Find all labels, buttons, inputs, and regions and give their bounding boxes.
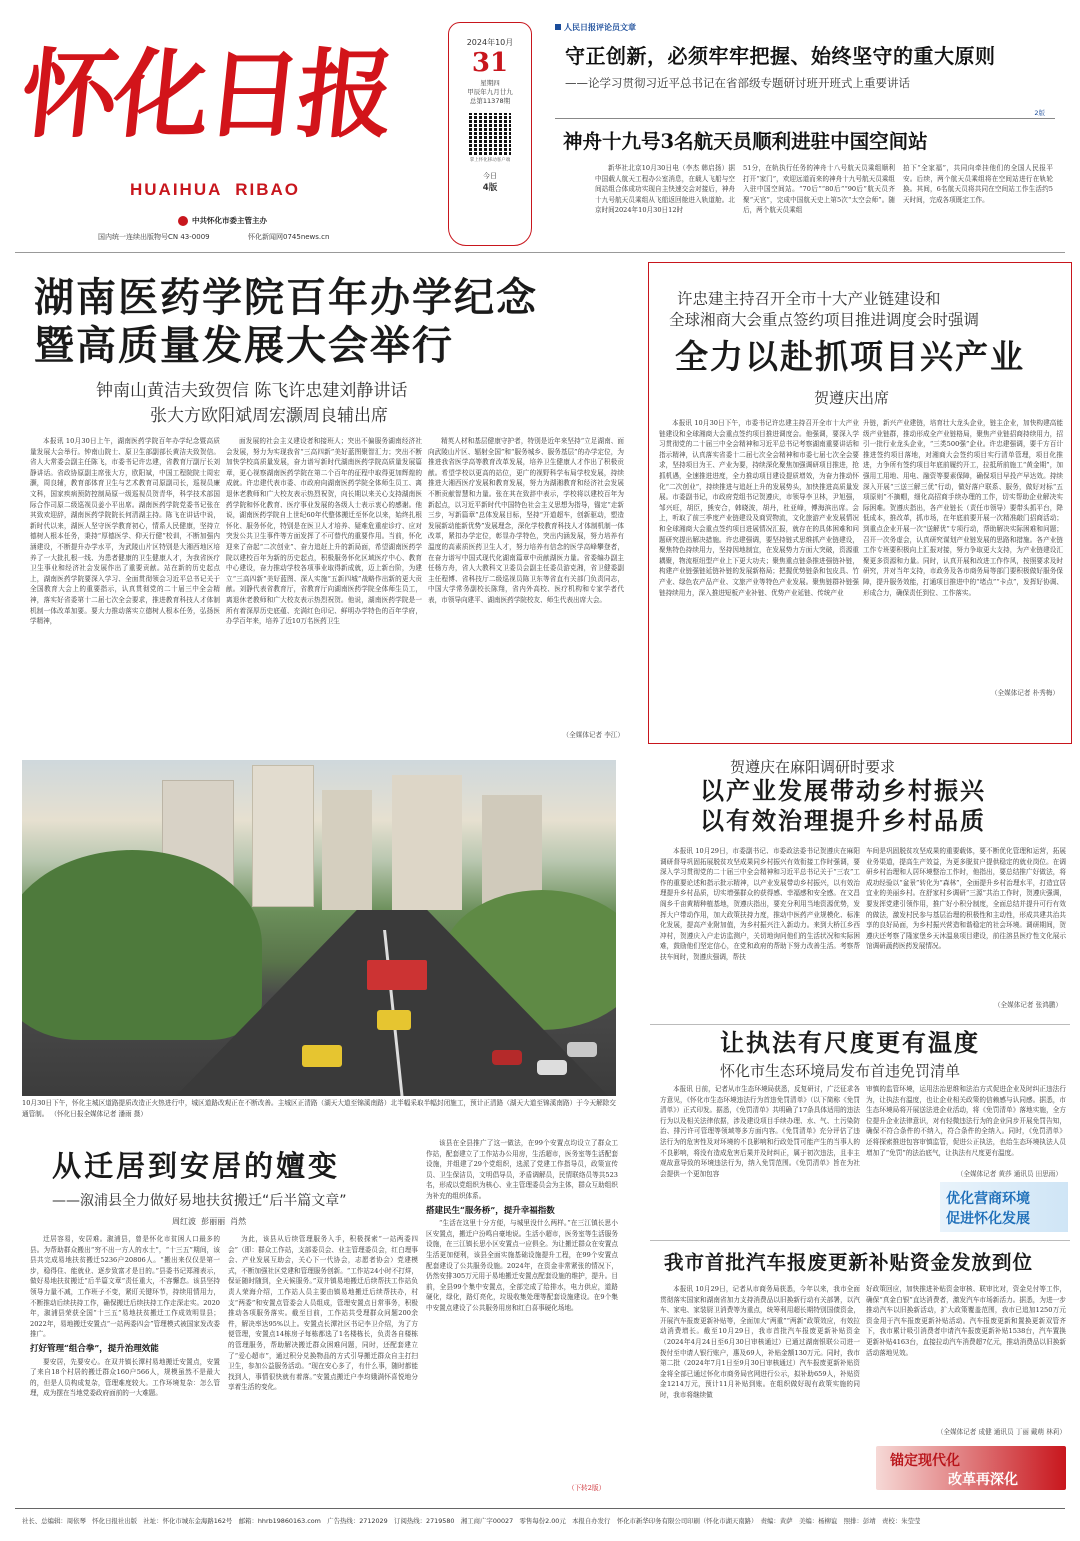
law-credit: （全媒体记者 黄莎 通讯员 田思雨） bbox=[956, 1170, 1062, 1178]
project-kicker-2: 全球湘商大会重点签约项目推进调度会时强调 bbox=[669, 311, 980, 329]
project-story-box bbox=[648, 262, 1072, 744]
publisher: 中共怀化市委主管主办 bbox=[192, 216, 267, 225]
commentary-subline: ——论学习贯彻习近平总书记在省部级专题研讨班开班式上重要讲话 bbox=[565, 76, 910, 90]
law-col-1: 本报讯 日前，记者从市生态环境局获悉，反复研讨，广泛征求各方意见，《怀化市生态环境违法行为首违免罚清单》（以下简称《免罚清单》）正式印发。据悉，《免罚清单》共明确了17条具体适用的违法行为以及相关法律依据，涉及建设项目手续办理、水、气、土污染防治、排污许可管理等领域等多方面内容。《免罚清单》充分评估了违法行为的危害性及对环境的不良影响和行政处罚可能产生的当事人的不良影响，将没有造成危害后果并及时纠正，属于初次违法，且非主观故意导致的环境违法行为，纳入免罚范围。《免罚清单》旨在为社会提供一个更加包容 bbox=[660, 1085, 860, 1178]
commentary-page-ref[interactable]: 2版 bbox=[1034, 109, 1045, 117]
qr-caption: 掌上怀化移动客户端 bbox=[469, 158, 511, 163]
building-shape bbox=[252, 765, 314, 907]
relocation-subhead-1: 打好管理“组合拳”，提升治理效能 bbox=[30, 1343, 159, 1354]
car bbox=[537, 1060, 567, 1075]
law-col-2: 审慎的监管环境，运用法治思维和法治方式促进企业及时纠正违法行为，让执法有温度，也让企业相关政策的信赖感与认同感。据悉，市生态环境局将开展送法进企业活动，将《免罚清单》落地实施，全方位提升企业法律意识，对有轻微违法行为的企业同步开展免罚告知，确保不符合条件的不纳入，符合条件的全纳入。同时，《免罚清单》还将探索推进包容审慎监管，促进公正执法，也给生态环境执法人员增加了“免罚”的法治底气，让执法有尺度更有温度。 bbox=[866, 1085, 1066, 1157]
caption-text: 10月30日下午，怀化主城区道路提质改造正火热进行中，城区道路改观正在不断改善。主城区正清路（湖天大道至锦溪南路）北半幅采取半幅封闭施工，预计正清路（湖天大道至锦溪南路）于今天解除交通管制。 bbox=[22, 1099, 616, 1118]
subsidy-story bbox=[648, 1244, 1072, 1494]
shenzhou-col-1: 新华社北京10月30日电（李杰 韩启扬）据中国载人航天工程办公室消息，在载人飞船与空间站组合体成功实现自主快速交会对接后，神舟十九号航天员乘组从飞船返回舱进入轨道舱。北京时间2024年10月30日12时 bbox=[595, 164, 735, 215]
relocation-subtitle: ——溆浦县全力做好易地扶贫搬迁“后半篇文章” bbox=[52, 1193, 347, 1209]
lead-story bbox=[22, 258, 642, 748]
publisher-logo-icon bbox=[178, 216, 188, 226]
issue-number: 总第11378期 bbox=[469, 97, 511, 105]
project-title[interactable]: 全力以赴抓项目兴产业 bbox=[675, 337, 1025, 376]
rural-title-1[interactable]: 以产业发展带动乡村振兴 bbox=[700, 776, 986, 805]
building-shape bbox=[322, 790, 372, 910]
lead-sub-2: 张大方欧阳斌周宏灏周良辅出席 bbox=[150, 406, 388, 426]
masthead-name: 怀化日报 bbox=[16, 38, 396, 151]
relocation-subhead-2: 搭建民生“服务桥”，提升幸福指数 bbox=[426, 1205, 555, 1216]
law-title[interactable]: 让执法有尺度更有温度 bbox=[720, 1028, 980, 1057]
subsidy-col-1: 本报讯 10月29日，记者从市商务局获悉，今年以来，我市全面贯彻落实国家和湖南省加力支持消费品以旧换新行动有关部署，以汽车、家电、家装厨卫消费等为重点，统筹利用超长期特别国债资金，开展汽车报废更新补贴等，全面加大“两重”“两新”政策效应，有效拉动消费增长。截至10月29日，我市首批汽车报废更新补贴资金（2024年4月24日至6月30日审核通过）已通过湖南银联公司进一拨付至申请人银行账户，惠及69人，补贴金额130万元。同时，我市第二批（2024年7月1日至9月30日审核通过）汽车报废更新补贴资金将全部已通过怀化市商务局官网进行公示，拟补助659人，补贴资金1214万元，预计11月补贴到账。在组织做好现有政策实施的同时，我市将继续做 bbox=[660, 1285, 860, 1399]
divider bbox=[650, 1240, 1070, 1241]
date-day: 31 bbox=[471, 48, 509, 78]
top-right-block bbox=[555, 22, 1065, 252]
website: 怀化新闻网0745news.cn bbox=[248, 233, 330, 241]
rural-story bbox=[648, 754, 1072, 1019]
date-box bbox=[448, 22, 532, 246]
reform-banner bbox=[876, 1446, 1066, 1490]
relocation-title[interactable]: 从迁居到安居的嬗变 bbox=[52, 1149, 341, 1183]
project-col-1: 本报讯 10月30日下午，市委书记许忠建主持召开全市十大产业链建设和全球湘商大会重点签约项目推进调度会。他强调，要深入学习贯彻党的二十届三中全会精神和习近平总书记考察湖南重要讲话和指示精神，认真落实省委十二届七次全会精神和市委七届七次全会要求，坚持项目为王、产业为要，持续深化聚焦加强调研项目推进，抢抓机遇，全速推进进度，全力推动项目建设提质增效，为奋力推动怀化“二次创业”，持续推进与追赶上升的发展势头，加快推进高质量发展。市委副书记，市政府党组书记贺遵庆，市领导李卫林，尹旭强，邹兴旺，胡臣，熊安合，韩晓波，胡丹，杜亚峰，傅海滨出席。会上，听取了前三季度产业链建设及商贸物流，文化旅游产业发展情况和全球湘商大会重点签约项目进展情况汇报，就存在的具体困难和问题研究提出解决措施。许忠建强调，要坚持链式思维抓产业链建设，聚焦特色持续用力，坚持因地制宜，在发展势力方面大突破，资源重耦聚，物流枢纽型产业上下更大功夫；聚焦重点链条推进强链补链，构建产业链强链延链补链的发展新格局；把握优势链条和包皮具、竹产业、绿色农产品产业、文旅产业等特色产业发展。聚焦链群补链强链持续用力，深入推进短板产业补链、优势产业延链、传统产业 bbox=[659, 419, 859, 597]
relocation-col-2: 为此，该县从后续管理服务入手，积极探索“一站两委四会”（即：群众工作站，支部委员会、业主管理委员会，红白理事会、产业发展互助会，关心下一代协会，志愿者协会）党建模式，不断加强社区党建和管理服务创新。“工作站24小时不打烊，保证随时随到，全天候服务。”双井镇易地搬迁后续帮扶工作站负责人荣海介绍，工作站人员主要由镇易地搬迁后续帮扶办，村支“两委”和安置点管委会人员组成，管理安置点日常事务，积极推动各项服务落实。截至目前，工作站共受理群众问题200余件，解决率达95%以上。安置点长潭社区书记李卫介绍，为了方便管理，安置点14栋房子每栋都选了1名楼栋长，负责各自楼栋的管理服务，帮助解决搬迁群众困难问题，同时，还配套建立了“爱心超市”，通过积分兑换物品的方式引导搬迁群众自主打扫卫生，参加公益服务活动。“现在安心多了，有什么事，随时都能找到人，事情很快就有着落。”安置点搬迁户李均娥满怀喜悦地分享着生活的变化。 bbox=[228, 1235, 418, 1392]
date-lunar: 甲辰年九月廿九 bbox=[467, 88, 513, 96]
lead-title-1[interactable]: 湖南医药学院百年办学纪念 bbox=[34, 274, 538, 321]
relocation-byline: 周红波 彭丽丽 肖然 bbox=[172, 1217, 247, 1226]
paver-truck bbox=[367, 960, 427, 990]
relocation-col-1: 迁居容易，安居难。溆浦县，曾是怀化市贫困人口最多的县。为帮助群众搬出“穷不出一方人的水土”，“十三五”期间，该县共完成易地扶贫搬迁5236户20806人。“搬出来仅仅是第一步，稳得住、能就业、逐步致富才是目的。”县委书记郑湘表示，做好易地扶贫搬迁“后半篇文章”责任重大，不容懈怠。该县坚持领导力量不减，工作班子不变，紧盯关键环节，持续用情用力，不断推动后续扶持工作，确保搬迁后续扶持工作走深走实。2020年，溆浦县荣获全国“十三五”易地扶贫搬迁工作成效明显县；2022年，易地搬迁安置点“一站两委四会”管理模式被国家发改委推广。 打好管理“组合拳”，提升治理效能 要安居，先要安心。在双井镇长潭村易地搬迁安置点，安置了来自18个村居的搬迁群众160户566人，规模虽然不是最大的，但是人员构成复杂，管理难度较大。工作环境复杂：怎么管理，成为摆在当地党委政府面前的一大难题。 bbox=[30, 1235, 220, 1398]
car bbox=[567, 1042, 597, 1057]
serial-number: 国内统一连续出版物号CN 43-0009 bbox=[98, 233, 210, 241]
lead-col-1: 本报讯 10月30日上午，湖南医药学院百年办学纪念暨高质量发展大会举行。钟南山院士、原卫生部副部长黄洁夫致贺信。省人大常委会副主任陈飞，市委书记许忠建，省教育厅副厅长刘静讲话。省政协原副主席张大方，欧阳斌，中国工程院院士周宏灏，周良辅，教育部体育卫生与艺术教育司原副司长，巡视员廉文科，国家疾病预防控制局原一级巡视员贺青华，科学技术部国际合作司原二级巡视员姜小平出席。湖南医药学院党委书记张在其致欢迎辞，湖南医药学院院长何清湖主持。陈飞在讲话中说，新时代以来，湖医人坚守医学教育初心，情系人民健康，坚持立德树人根本任务，秉持“厚德医学、仰天行健”校训，不断加强内涵建设，不断提升办学水平，为武陵山片区特别是大湘西地区培养了一大批扎根一线、为患者健康的卫生健康人才，为我省医疗卫生事业和经济社会发展作出了重要贡献。站在新的历史起点上，湖南医药学院要深入学习、全面贯彻领会习近平总书记关于全国教育大会上的重要指示，认真贯彻党的二十届三中全会精神，落实好省委第十二届七次全会要求，推进教育科技人才体制机制一体改革加要。要大力推动落实立德树人根本任务，弘扬医学精神， bbox=[30, 437, 220, 626]
tag-square-icon bbox=[555, 24, 561, 30]
qr-code-icon[interactable] bbox=[469, 113, 511, 155]
building-shape bbox=[392, 775, 462, 910]
project-credit: （全媒体记者 朴秀梅） bbox=[990, 689, 1059, 697]
footer-rule bbox=[15, 1508, 1065, 1509]
shenzhou-col-3: 拍下“全家福”，共同向牵挂他们的全国人民报平安。后续，两个航天员乘组将在空间站进行在轨轮换。其间，6名航天员将共同在空间站工作生活约5天时间，完成各项既定工作。 bbox=[903, 164, 1053, 204]
divider bbox=[650, 1024, 1070, 1025]
subsidy-col-2: 好政策回应，加快推进补贴资金审核、联审比对，资金兑付等工作，确保“真金白银”直达消费者，激发汽车市场新活力。据悉，为进一步推动汽车以旧换新活动，扩大政策覆盖范围，我市已追加1250万元资金用于汽车报废更新补贴活动。汽车报废更新和置换更新双管齐下，我市累计吸引消费者申请汽车报废更新补贴1538台，汽车置换更新补贴4163台，直接拉动汽车消费超7亿元，推动消费品以旧换新活动落地见效。 bbox=[866, 1285, 1066, 1357]
masthead-pinyin: HUAIHUA RIBAO bbox=[130, 180, 300, 199]
photo-caption bbox=[22, 1098, 616, 1132]
date-weekday: 星期四 bbox=[480, 79, 500, 87]
rural-title-2[interactable]: 以有效治理提升乡村品质 bbox=[700, 806, 986, 835]
lead-credit: （全媒体记者 李江） bbox=[562, 731, 624, 739]
lead-col-3: 精英人材和基层健康守护者，特别是近年来坚持“立足湖南、面向武陵山片区、辐射全国”和“服务城乡、服务基层”的办学定位，为推进我省医学高等教育改革发展，培养卫生健康人才作出了积极贡献。希望学校以更高的站位，更广的视野科学布局学校发展，持续推进大湘西医疗发展和教育发展，努力为湖湘教育和经济社会发展不断贡献智慧和力量。张在其在致辞中表示，学校将以建校百年为新起点，以习近平新时代中国特色社会主义思想为指导，锚定“走新三步，写新篇章”总体发展目标，坚持“开道超车，创新驱动，塑造发展新动能新优势”发展理念，深化学校教育科技人才体制机制一体改革，紧扣办学定位，彰显办学特色，突出内涵发展，努力培养有温度的高素质医药卫生人才，努力培养有信念的医学高峰攀登者，在奋力谱写中国式现代化湖南篇章中贡献湖医力量。省委编办副主任杨方舟，省人大教科文卫委员会副主任委员游克湘，省卫健委副主任程博、省科技厅二级巡视员陈卫东等省直有关部门负责同志，中国大学常务副校长陈翔，省内外高校、医疗机构和专家学者代表，市领导向建平、湖南医药学院校友、师生代表出席大会。 bbox=[428, 437, 624, 604]
lead-title-2[interactable]: 暨高质量发展大会举行 bbox=[34, 322, 454, 369]
road-construction-photo[interactable] bbox=[22, 760, 616, 1096]
commentary-tag: 人民日报评论员文章 bbox=[555, 22, 636, 33]
divider bbox=[555, 118, 1055, 119]
rural-col-1: 本报讯 10月29日，市委副书记、市委政法委书记贺遵庆在麻阳调研督导巩固拓展脱贫攻坚成果同乡村振兴有效衔接工作时强调，要深入学习贯彻党的二十届三中全会精神和习近平总书记关于“三农”工作的重要论述和指示批示精神，以产业发展带动乡村振兴，以有效治理提升乡村品质，切实增强群众的获得感、幸福感和安全感。在文昌阁乡千亩黄精种植基地，贺遵庆指出，要充分利用当地资源优势，发挥大户带动作用，加大政策扶持力度，推动中医药产业规模化、标准化发展，提高产业附加值，为乡村振兴注入新动力。来到大桥江乡西冲村，贺遵庆入户走访监测户，关切地询问他们的生活状况和实际困难，鼓励他们坚定信心，在党和政府的帮助下努力改善生活。考察帮扶车间时，贺遵庆强调，帮扶 bbox=[660, 847, 860, 961]
trees-left bbox=[22, 850, 262, 1040]
reform-banner-line-1: 锚定现代化 bbox=[890, 1453, 960, 1469]
rural-kicker: 贺遵庆在麻阳调研时要求 bbox=[730, 758, 896, 776]
subsidy-credit: （全媒体记者 成健 通讯员 丁丽 戴萌 林莉） bbox=[936, 1428, 1066, 1436]
today-label: 今日 bbox=[483, 172, 497, 180]
footer-info: 社长、总编辑：周依琴 怀化日报社出版 社址：怀化市城东金海路162号 邮箱：hhrb19860163.com 广告热线：2712029 订阅热线：2719580 湘工商广字00027 零售每份2.00元 本报自办发行 怀化市新华印务有限公司印刷（怀化市湖天南路） 责编：黄萨 美编：杨柳谊 照排：彭靖 责校：朱莹莹 bbox=[22, 1517, 921, 1525]
page-count: 4版 bbox=[482, 183, 498, 193]
banner-line-1: 优化营商环境 bbox=[946, 1191, 1030, 1207]
business-banner bbox=[940, 1182, 1068, 1232]
law-story bbox=[648, 1026, 1072, 1238]
project-col-2: 升链，新兴产业建链，培育壮大龙头企业，链主企业，加快构建高能级产业链群，推动形成全产业链格局，聚焦产业链招商持续用力，招引一批行业龙头企业，“三类500强”企业。许忠建强调，要千方百计推进签约项目落地，对湘商大会签约项目实行清单管理，项目化推进，力争所有签约项目年底前履约开工，拉抵所前施工“黄金期”，加强用工用地、用电、融资等要素保障，确保项目早投产早达效。持续深入开展“三送三解三优”行动，做好落户联系、服务，做好对标“五项原则”不摘帽，细化高招商手续办理的工作，切实帮助企业解决实际困难。贺遵庆指出，各产业链长（责任市领导）要带头抓平台，降低成本，推改革，抓市场，在年底前要开展一次精准敲门招商活动；到重点企业开展一次“送解优”专项行动，帮助解决实际困难和问题；召开一次务虚会，认真研究谋划产业链发展的思路和措施。各产业链工作专班要积极向上汇报对接，努力争取更大支持，为产业链建设汇聚更多资源和力量。同时，认真开展和改进工作作风，按照要求及时研究，并对当年支持，市政务及各市商务局等部门要积极做好服务保障，提升服务效能，打通项目推进中的“堵点”“卡点”，发挥好协调、形成合力，确保责任到位、工作落实。 bbox=[863, 419, 1063, 597]
caption-credit: （怀化日报全媒体记者 潘雨 摄） bbox=[50, 1109, 147, 1118]
project-kicker-1: 许忠建主持召开全市十大产业链建设和 bbox=[677, 290, 941, 308]
project-subtitle: 贺遵庆出席 bbox=[814, 389, 890, 407]
rural-col-2: 车间是巩固脱贫攻坚成果的重要载体，要不断优化管理和运营，拓展业务渠道，提高生产效益，为更多脱贫户提供稳定的就业岗位。在调研乡村治理和人居环境整治工作时，他指出，要总结推广好做法，将成功经验以“盆景”转化为“森林”，全面提升乡村治理水平，打造宜居宜业的美丽乡村。在舒家村乡调研“三源”共治工作时，贺遵庆强调，要发挥党建引领作用，推广好小积分制度，全面总结并提升可行有效的做法，激发村民参与基层治理的积极性和主动性，形成共建共治共享的良好局面，为乡村振兴营造和谐稳定的社会环境。调研期间，贺遵庆还考察了隆家堡乡天沐温泉项目建设，前往溶县医疗性文化展示馆调研蔬药医药发展情况。 bbox=[866, 847, 1066, 951]
lead-col-2: 面发展的社会主义建设者和接班人；突出不偏服务湖南经济社会发展，努力为实现我省“三高四新”美好蓝图聚智汇力；突出不断加快学校高质量发展，奋力谱写新时代湖南医药学院高质量发展篇章，更心视察湖南医药学院在第二个百年的征程中取得更加辉煌的成就。许忠建代表市委、市政府向湖南医药学院全体师生员工、离退休老教师和广大校友表示热烈祝贺，向长期以来关心支持湖南医药学院和怀化教育、医疗事业发展的各级人士表示衷心的感谢。他说，湖南医药学院自上世纪60年代整体搬迁至怀化以来，始终扎根怀化、服务怀化，特别是在医卫人才培养、疑难危重症诊疗、应对突发公共卫生事件等方面发挥了不可替代的重要作用。当前，怀化迎来了奋起“二次创业”、奋力追赶上升的新局面，希望湖南医药学院以建校百年为新的历史起点，积极服务怀化区域医疗中心、教育中心建设，奋力推动学校各项事业取得新成就，迈上新台阶，为建立“三高四新”美好蓝图、深人实施“五新四城”战略作出新的更大贡献。刘静代表省教育厅，省教育厅向湖南医药学院全体师生员工，离退休老教师和广大校友表示热烈祝贺。他说，湖南医药学院是一所有着深厚历史底蕴、充满红色印记、鲜明办学特色的百年学府，办学百年来，培养了近10万名医药卫生 bbox=[226, 437, 422, 626]
masthead bbox=[0, 0, 440, 250]
building-shape bbox=[482, 795, 542, 905]
reform-banner-line-2: 改革再深化 bbox=[948, 1472, 1018, 1488]
banner-line-2: 促进怀化发展 bbox=[946, 1211, 1030, 1227]
subsidy-title[interactable]: 我市首批汽车报废更新补贴资金发放到位 bbox=[664, 1251, 1034, 1274]
commentary-headline[interactable]: 守正创新，必须牢牢把握、始终坚守的重大原则 bbox=[565, 44, 996, 68]
car bbox=[492, 1050, 522, 1065]
continued-link[interactable]: （下转2版） bbox=[568, 1484, 606, 1492]
shenzhou-col-2: 51分，在轨执行任务的神舟十八号航天员乘组顺利打开“家门”，欢迎远道而来的神舟十九号航天员乘组入驻中国空间站。“70后”“80后”“90后”航天员齐聚“天宫”，完成中国航天史上第5次“太空会师”。随后，两个航天员乘组 bbox=[743, 164, 895, 215]
top-divider bbox=[15, 252, 1065, 253]
law-subtitle: 怀化市生态环境局发布首违免罚清单 bbox=[720, 1062, 961, 1080]
relocation-col-3: 该县在全县推广了这一做法，在99个安置点均设立了群众工作站，配套建立了工作站办公用房，生活超市，医务室等生活配套设施，并组建了29个党组织，选派了党建工作指导员，政策宣传员、卫生保洁员，文明倡导员，矛盾调解员，民情联络员等共523名，形成以党组织为核心、业主管理委员会为主体，群众互助组织为补充的组织体系。 搭建民生“服务桥”，提升幸福指数 “生活在这里十分方便，与城里没什么两样。”在三江镇长思小区安置点，搬迁户汾鸣自豪地说。生活小超市，医务室等生活服务设施，在三江镇长思小区安置点一应俱全。为让搬迁群众在安置点生活更加便利，该县全面实施基础设施提升工程，在99个安置点配套建设了公共服务设施。2024年，在资金非常紧张的情况下，仍然安排305万元用于易地搬迁安置点配套设施的维护，提升。目前，全县99个集中安置点，全部完成了给排水，电力供应，道路硬化，绿化，路灯亮化，垃圾收集处理等配套设施建设。在9个集中安置点建设了公共服务用房和红白喜事硬化场地。 bbox=[426, 1139, 618, 1312]
roller-vehicle bbox=[377, 1010, 411, 1030]
relocation-story bbox=[22, 1138, 642, 1498]
roller-vehicle bbox=[302, 1045, 342, 1067]
shenzhou-headline[interactable]: 神舟十九号3名航天员顺利进驻中国空间站 bbox=[563, 130, 928, 153]
date-year-month: 2024年10月 bbox=[466, 38, 514, 47]
rural-credit: （全媒体记者 张鸿鹏） bbox=[993, 1001, 1062, 1009]
lead-sub-1: 钟南山黄洁夫致贺信 陈飞许忠建刘静讲话 bbox=[96, 381, 408, 401]
